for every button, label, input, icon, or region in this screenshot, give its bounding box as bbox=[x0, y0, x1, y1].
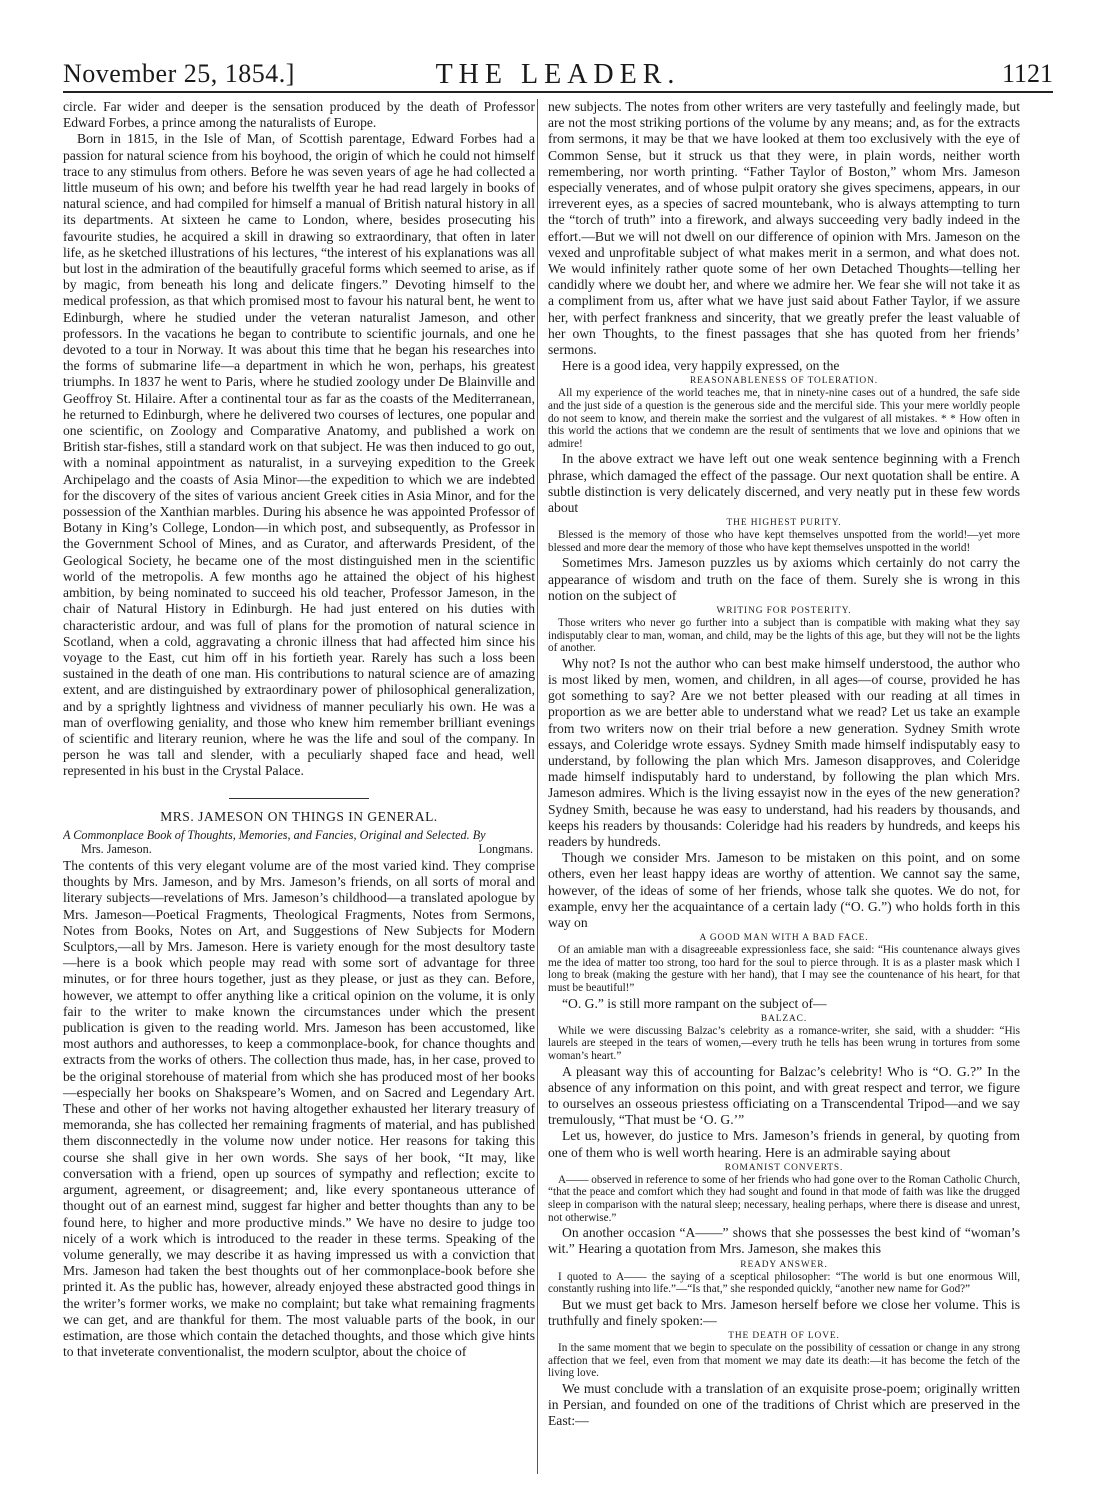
forbes-paragraph-2: Born in 1815, in the Isle of Man, of Scottish parentage, Edward Forbes had a passion for natural science from his boyhood, the origin of which he could not himself trace to any stimulus from others. Before he was seven years of age he had collected a little museum of his own; and before his twelfth year he had read largely in books of natural science, and had compiled for himself a manual of British natural history in all its departments. At sixteen he came to London, where, besides prosecuting his favourite studies, he acquired a skill in drawing so extraordinary, that often in later life, as he sketched illustrations of his lectures, “the interest of his explanations was all but lost in the admiration of the beautifully graceful forms which seemed to arise, as if by magic, from beneath his long and delicate fingers.” Devoting himself to the medical profession, as that which promised most to favour his natural bent, he went to Edinburgh, where he studied under the veteran naturalist Jameson, and other professors. In the vacations he began to contribute to scientific journals, and one he devoted to a tour in Norway. It was about this time that he began his researches into the forms of submarine life—a department in which he won, perhaps, his greatest triumphs. In 1837 he went to Paris, where he studied zoology under De Blainville and Geoffroy St. Hilaire. After a continental tour as far as the coasts of the Mediterranean, he returned to Edinburgh, where he delivered two courses of lectures, one popular and one scientific, on Zoology and Comparative Anatomy, and published a work on British star-fishes, still a standard work on that subject. He was then induced to go out, with a nominal appointment as naturalist, in a surveying expedition to the Greek Archipelago and the coasts of Asia Minor—the expedition to which we are indebted for the discovery of the sites of various ancient Greek cities in Asia Minor, and for the possession of the Xanthian marbles. During his absence he was appointed Professor of Botany in King’s College, London—in which post, and subsequently, as Professor in the Government School of Mines, and as Curator, and afterwards President, of the Geological Society, he became one of the most distinguished men in the scientific world of the metropolis. A few months ago he attained the object of his highest ambition, by being nominated to succeed his old teacher, Professor Jameson, in the chair of Natural History in Edinburgh. He had just entered on his duties with characteristic ardour, and was full of plans for the promotion of natural science in Scotland, when a cold, aggravating a chronic illness that had affected him since his voyage to the East, cut him off in his fortieth year. Rarely has such a loss been sustained in the death of one man. His contributions to natural science are of amazing extent, and are distinguished by extraordinary power of philosophical generalization, and by a sprightly lightness and vividness of manner peculiarly his own. He was a man of overflowing geniality, and those who knew him remember brilliant evenings of scientific and literary reunion, where he was the life and soul of the company. In person he was tall and slender, with a peculiarly shaped face and head, well represented in his bust in the Crystal Palace. bbox=[63, 131, 535, 779]
quote-block: I quoted to A—— the saying of a sceptical philosopher: “The world is but one enormous Will, constantly rushing into life.”—“Is that,” she responded quickly, “another new name for God?” bbox=[548, 1270, 1020, 1296]
review-paragraph: The contents of this very elegant volume are of the most varied kind. They comprise thoughts by Mrs. Jameson, and by Mrs. Jameson’s friends, on all sorts of moral and literary subjects—revelations of Mrs. Jameson’s childhood—a translated apologue by Mrs. Jameson—Poetical Fragments, Theological Fragments, Notes from Sermons, Notes from Books, Notes on Art, and Suggestions of New Subjects for Modern Sculptors,—all by Mrs. Jameson. Here is variety enough for the most desultory taste—here is a book which people may read with some sort of advantage for three minutes, or for three hours together, just as they please, or just as they can. Before, however, we attempt to offer anything like a critical opinion on the volume, it is only fair to the writer to make known the circumstances under which the present publication is given to the reading world. Mrs. Jameson has been accustomed, like most authors and authoresses, to keep a commonplace-book, for chance thoughts and extracts from the works of others. The collection thus made, has, in her case, proved to be the original storehouse of material from which she has produced most of her books—especially her books on Shakspeare’s Women, and on Sacred and Legendary Art. These and other of her works not having altogether exhausted her literary treasury of memoranda, she has collected her remaining fragments of material, and has published them disconnectedly in the volume now under notice. Her reasons for taking this course she shall give in her own words. She says of her book, “It may, like conversation with a friend, open up sources of sympathy and reflection; excite to argument, agreement, or disagreement; and, like every spontaneous utterance of thought out of an earnest mind, suggest far higher and better thoughts than any to be found here, to higher and more productive minds.” We have no desire to judge too nicely of a work which is introduced to the reader in these terms. Speaking of the volume generally, we may describe it as having impressed us with a conviction that Mrs. Jameson had taken the best thoughts out of her commonplace-book before she printed it. As the public has, however, already enjoyed these abstracted good things in the writer’s former works, we make no complaint; but take what remaining fragments we can get, and are thankful for them. The most valuable parts of the book, in our estimation, are those which contain the detached thoughts, and those which give hints to that inveterate conventionalist, the modern sculptor, about the choice of bbox=[63, 858, 535, 1360]
review-paragraph-2: new subjects. The notes from other writers are very tastefully and feelingly made, but are not the most striking portions of the volume by any means; and, as for the extracts from sermons, it may be that we have looked at them too exclusively with the eye of Common Sense, but it struck us that they were, in plain words, neither worth remembering, nor worth printing. “Father Taylor of Boston,” whom Mrs. Jameson especially venerates, and of whose pulpit oratory she gives specimens, appears, in our irreverent eyes, as a species of sacred mountebank, who is always attempting to turn the “torch of truth” into a firework, and always succeeding very badly indeed in the effort.—But we will not dwell on our difference of opinion with Mrs. Jameson on the vexed and unprofitable subject of what makes merit in a sermon, and what does not. We would infinitely rather quote some of her own Detached Thoughts—telling her candidly where we doubt her, and where we admire her. We fear she will not take it as a compliment from us, after what we have just said about Father Taylor, if we assure her, with perfect frankness and sincerity, that we greatly prefer the least valuable of her own Thoughts, to the finest passages that she has quoted from her friends’ sermons. bbox=[548, 99, 1020, 358]
article-title: MRS. JAMESON ON THINGS IN GENERAL. bbox=[160, 808, 438, 824]
quote-heading: REASONABLENESS OF TOLERATION. bbox=[689, 376, 878, 387]
quote-heading: THE DEATH OF LOVE. bbox=[728, 1331, 840, 1342]
commentary-paragraph: In the above extract we have left out one weak sentence beginning with a French phrase, which damaged the effect of the passage. Our next quotation shall be entire. A subtle distinction is very delicately discerned, and very neatly put in these few words about bbox=[548, 451, 1020, 516]
column-divider bbox=[537, 99, 538, 1474]
quote-block: In the same moment that we begin to speculate on the possibility of cessation or change in any strong affection that we feel, even from that moment we may date its death:—it has become the fetch of the living love. bbox=[548, 1342, 1020, 1380]
quote-block: Of an amiable man with a disagreeable expressionless face, she said: “His countenance always gives me the idea of matter too strong, too hard for the soul to pierce through. It is as a plaster mask which I long to break (making the gesture with her hand), that I may see the countenance of his heart, for that must be beautiful!” bbox=[548, 944, 1020, 995]
commentary-paragraph: We must conclude with a translation of an exquisite prose-poem; originally written in Persian, and founded on one of the traditions of Christ which are preserved in the East:— bbox=[548, 1381, 1020, 1429]
book-publisher: Longmans. bbox=[478, 842, 533, 857]
quote-block: Those writers who never go further into a subject than is compatible with making what they say indisputably clear to man, woman, and child, may be the lights of this age, but they will not be the lights of another. bbox=[548, 617, 1020, 655]
quote-block: While we were discussing Balzac’s celebrity as a romance-writer, she said, with a shudder: “His laurels are steeped in the tears of women,—every truth he tells has been wrung in tortures from some woman’s heart.” bbox=[548, 1024, 1020, 1063]
newspaper-title: THE LEADER. bbox=[435, 59, 681, 90]
section-divider bbox=[229, 798, 369, 799]
commentary-paragraph: Why not? Is not the author who can best make himself understood, the author who is most liked by men, women, and children, in all ages—of course, provided he has got something to say? Are we not better pleased with our reading at all times in proportion as we are better able to understand what we read? Let us take an example from two writers now on their trial before a new generation. Sydney Smith wrote essays, and Coleridge wrote essays. Sydney Smith made himself indisputably easy to understand, by following the plan which Mrs. Jameson disapproves, and Coleridge made himself indisputably hard to understand, by following the plan which Mrs. Jameson admires. Which is the living essayist now in the eyes of the new generation? Sydney Smith, because he was easy to understand, had his readers by thousands, and keeps his readers by thousands: Coleridge had his readers by hundreds, and keeps his readers by hundreds. bbox=[548, 655, 1020, 850]
commentary-paragraph: Let us, however, do justice to Mrs. Jameson’s friends in general, by quoting from one of them who is well worth hearing. Here is an admirable saying about bbox=[548, 1128, 1020, 1160]
quote-heading: WRITING FOR POSTERITY. bbox=[716, 606, 852, 617]
commentary-paragraph: But we must get back to Mrs. Jameson herself before we close her volume. This is truthfully and finely spoken:— bbox=[548, 1296, 1020, 1329]
right-column bbox=[548, 99, 1020, 1474]
forbes-paragraph-1: circle. Far wider and deeper is the sensation produced by the death of Professor Edward Forbes, a prince among the naturalists of Europe. bbox=[63, 99, 535, 131]
quote-heading: THE HIGHEST PURITY. bbox=[726, 518, 842, 529]
commentary-paragraph: Though we consider Mrs. Jameson to be mistaken on this point, and on some others, even her least happy ideas are worthy of attention. We cannot say the same, however, of the ideas of some of her friends, whose talk she quotes. We do not, for example, envy her the acquaintance of a certain lady (“O. G.”) who holds forth in this way on bbox=[548, 850, 1020, 931]
quote-heading: BALZAC. bbox=[760, 1013, 808, 1024]
quote-block: A—— observed in reference to some of her friends who had gone over to the Roman Catholic Church, “that the peace and comfort which they had sought and found in that mode of faith was like the drugged sleep in comparison with the natural sleep; necessary, healing perhaps, where there is disease and unrest, not otherwise.” bbox=[548, 1173, 1020, 1224]
quote-heading: ROMANIST CONVERTS. bbox=[724, 1162, 844, 1173]
issue-date: November 25, 1854.] bbox=[63, 59, 295, 88]
quote-heading: READY ANSWER. bbox=[740, 1259, 828, 1270]
commentary-paragraph: “O. G.” is still more rampant on the subject of— bbox=[562, 995, 827, 1011]
book-author: Mrs. Jameson. bbox=[81, 842, 152, 857]
page-number: 1121 bbox=[1001, 59, 1053, 88]
quote-heading: A GOOD MAN WITH A BAD FACE. bbox=[699, 933, 869, 944]
intro-toleration: Here is a good idea, very happily expressed, on the bbox=[562, 358, 840, 374]
masthead bbox=[63, 55, 1053, 95]
masthead-rule bbox=[63, 91, 1053, 93]
book-title: A Commonplace Book of Thoughts, Memories, and Fancies, Original and Selected. By bbox=[63, 827, 486, 842]
commentary-paragraph: A pleasant way this of accounting for Balzac’s celebrity! Who is “O. G.?” In the absence of any information on this point, and with great respect and terror, we figure to ourselves an osseous priestess officiating on a Transcendental Tripod—and we say tremulously, “That must be ‘O. G.’” bbox=[548, 1063, 1020, 1128]
quote-block: All my experience of the world teaches me, that in ninety-nine cases out of a hundred, the safe side and the just side of a question is the generous side and the merciful side. This your mere worldly people do not seem to know, and therein make the sorriest and the vulgarest of all mistakes. * * How often in this world the actions that we condemn are the result of sentiments that we love and opinions that we admire! bbox=[548, 387, 1020, 450]
commentary-paragraph: On another occasion “A——” shows that she possesses the best kind of “woman’s wit.” Hearing a quotation from Mrs. Jameson, she makes this bbox=[548, 1225, 1020, 1257]
quote-block: Blessed is the memory of those who have kept themselves unspotted from the world!—yet more blessed and more dear the memory of those who have kept themselves unspotted in the world! bbox=[548, 529, 1020, 554]
commentary-paragraph: Sometimes Mrs. Jameson puzzles us by axioms which certainly do not carry the appearance of wisdom and truth on the face of them. Surely she is wrong in this notion on the subject of bbox=[548, 555, 1020, 603]
left-column bbox=[63, 99, 535, 1474]
book-credits bbox=[63, 842, 535, 857]
